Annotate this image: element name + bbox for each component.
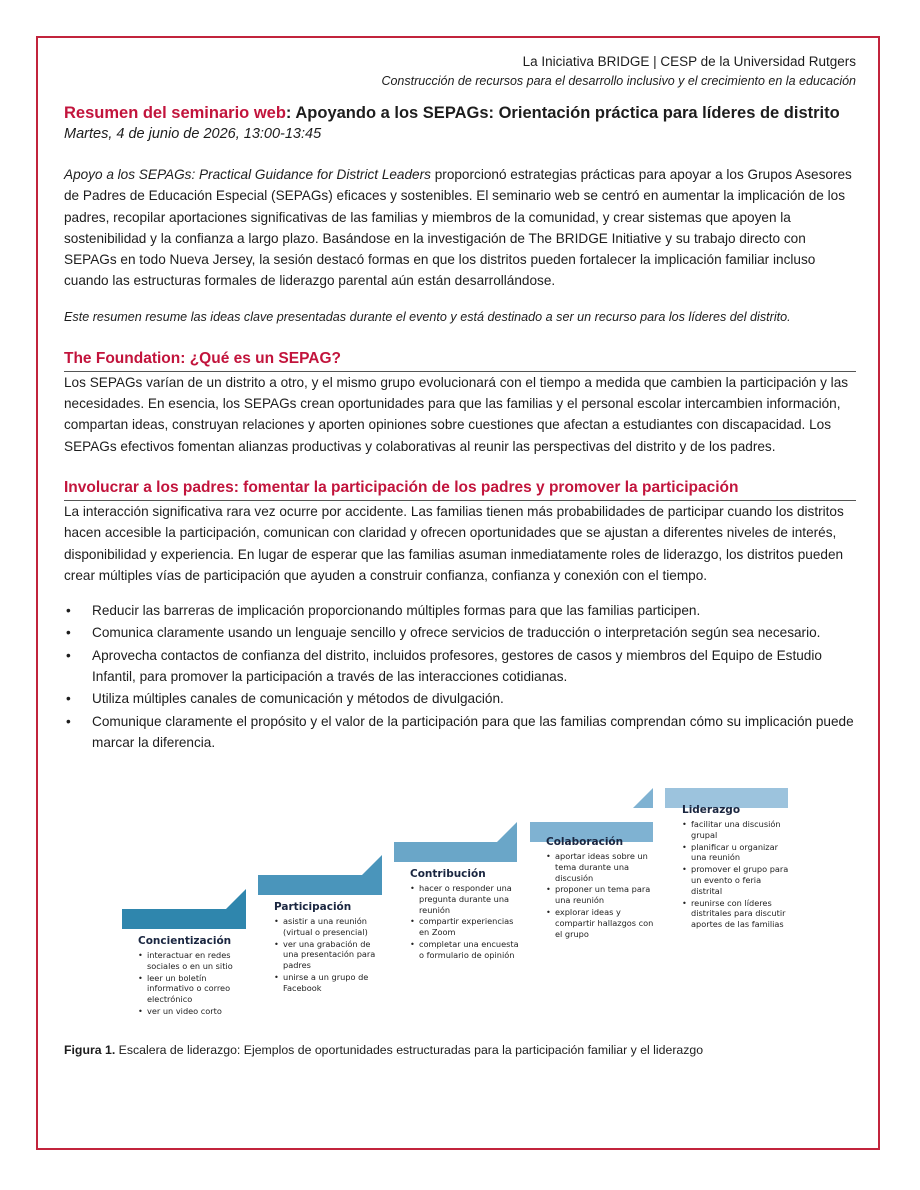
step-title: Concientización [138, 935, 232, 947]
bullet-icon: • [546, 884, 551, 895]
list-item [138, 973, 248, 1005]
list-item [546, 884, 656, 906]
list-item-text: Aprovecha contactos de confianza del distrito, incluidos profesores, gestores de casos y miembros del Equipo de Estudio Infantil, para promover la participación a través de las interacciones cotidianas. [92, 647, 822, 685]
list-item [682, 842, 792, 864]
list-item-text: Comunica claramente usando un lenguaje sencillo y ofrece servicios de traducción o interpretación según sea necesario. [92, 625, 821, 641]
page-header [64, 52, 856, 90]
bullet-icon: • [410, 883, 415, 893]
bullet-list [64, 600, 856, 753]
bullet-icon: • [138, 972, 143, 983]
list-item-text: leer un boletín informativo o correo electrónico [147, 972, 231, 1005]
step-items [546, 851, 656, 939]
list-item [64, 600, 856, 621]
list-item [64, 622, 856, 643]
step-title: Participación [274, 901, 352, 913]
section-heading-foundation: The Foundation: ¿Qué es un SEPAG? [64, 348, 856, 372]
list-item-text: reunirse con líderes distritales para discutir aportes de las familias [691, 897, 786, 930]
list-item [682, 819, 792, 841]
list-item [274, 939, 384, 971]
list-item-text: proponer un tema para una reunión [555, 884, 651, 906]
list-item-text: interactuar en redes sociales o en un sitio [147, 950, 233, 971]
list-item [682, 864, 792, 896]
list-item [138, 1006, 248, 1017]
list-item-text: completar una encuesta o formulario de opinión [419, 938, 519, 960]
step-items [138, 950, 248, 1017]
document-title [64, 102, 856, 124]
list-item [138, 950, 248, 972]
bullet-icon: • [682, 841, 687, 852]
step-items [410, 883, 520, 961]
bullet-icon: • [410, 938, 415, 949]
step-items [274, 916, 384, 994]
intro-text: proporcionó estrategias prácticas para apoyar a los Grupos Asesores de Padres de Educación Especial (SEPAGs) eficaces y sostenibles. El seminario web se centró en aumentar la implicación de los padres, recopilar aportaciones significativas de las familias y miembros de la comunidad, y crear sistemas que apoyen la sostenibilidad y la confianza a largo plazo. Basándose en la investigación de The BRIDGE Initiative y su trabajo directo con SEPAGs en todo Nueva Jersey, la sesión destacó formas en que los distritos pueden fortalecer la implicación familiar incluso cuando las estructuras formales de liderazgo parental aún están desarrollándose. [64, 167, 852, 289]
step-liderazgo [682, 804, 792, 931]
bullet-icon: • [682, 819, 687, 829]
caption-label: Figura 1. [64, 1043, 116, 1057]
list-item-text: promover el grupo para un evento o feria distrital [691, 864, 789, 896]
bullet-icon: • [274, 916, 279, 926]
list-item-text: Utiliza múltiples canales de comunicación y métodos de divulgación. [92, 691, 504, 707]
list-item-text: unirse a un grupo de Facebook [283, 971, 369, 993]
step-title: Liderazgo [682, 804, 741, 816]
bullet-icon: • [66, 603, 71, 619]
section-heading-engagement: Involucrar a los padres: fomentar la participación de los padres y promover la participación [64, 477, 856, 501]
org-name: La Iniciativa BRIDGE | CESP de la Universidad Rutgers [522, 54, 856, 69]
list-item-text: hacer o responder una pregunta durante una reunión [419, 883, 512, 915]
step-title: Contribución [410, 868, 486, 880]
bullet-icon: • [546, 906, 551, 917]
bullet-icon: • [66, 647, 71, 663]
bullet-icon: • [682, 897, 687, 908]
title-red: Resumen del seminario web [64, 104, 286, 122]
document-body [64, 52, 856, 754]
list-item-text: asistir a una reunión (virtual o presencial) [283, 916, 368, 937]
summary-note: Este resumen resume las ideas clave presentadas durante el evento y está destinado a ser un recurso para los líderes del distrito. [64, 309, 791, 324]
figure-caption [64, 1043, 703, 1057]
list-item [64, 645, 856, 688]
bullet-icon: • [546, 851, 551, 861]
list-item-text: facilitar una discusión grupal [691, 819, 781, 840]
step-participacion [274, 901, 384, 995]
list-item [682, 898, 792, 930]
bullet-icon: • [138, 950, 143, 960]
list-item [546, 851, 656, 883]
bullet-icon: • [410, 916, 415, 927]
list-item [274, 972, 384, 994]
list-item-text: compartir experiencias en Zoom [419, 916, 514, 938]
bullet-icon: • [66, 713, 71, 729]
list-item-text: aportar ideas sobre un tema durante una discusión [555, 851, 648, 883]
section-body-engagement: La interacción significativa rara vez ocurre por accidente. Las familias tienen más probabilidades de participar cuando los distritos hacen accesible la participación, comunican con claridad y ofrecen oportunidades que se ajustan a diferentes niveles de interés, disponibilidad y experiencia. En lugar de esperar que las familias asuman inmediatamente roles de liderazgo, los distritos pueden crear múltiples vías de participación que ayuden a construir confianza, confianza y conexión con el tiempo. [64, 503, 844, 583]
list-item [546, 907, 656, 939]
bullet-icon: • [138, 1005, 143, 1016]
list-item-text: ver una grabación de una presentación para padres [283, 938, 376, 971]
step-contribucion-shape [394, 822, 517, 862]
bullet-icon: • [682, 864, 687, 875]
step-participacion-shape [258, 855, 382, 895]
leadership-staircase-figure [122, 787, 792, 1037]
list-item-text: ver un video corto [147, 1005, 222, 1016]
step-title: Colaboración [546, 836, 624, 848]
step-colaboracion [546, 836, 656, 940]
step-concientizacion [138, 935, 248, 1018]
list-item [410, 939, 520, 961]
list-item-text: Reducir las barreras de implicación proporcionando múltiples formas para que las familias participen. [92, 603, 701, 619]
list-item [410, 916, 520, 938]
bullet-icon: • [66, 691, 71, 707]
tagline: Construcción de recursos para el desarrollo inclusivo y el crecimiento en la educación [381, 74, 856, 88]
step-concientizacion-shape [122, 889, 246, 929]
list-item [64, 711, 856, 754]
step-colaboracion-shape [530, 788, 653, 842]
bullet-icon: • [274, 938, 279, 949]
list-item [64, 688, 856, 709]
intro-paragraph [64, 164, 856, 292]
intro-italic: Apoyo a los SEPAGs: Practical Guidance for District Leaders [64, 167, 431, 182]
list-item-text: Comunique claramente el propósito y el valor de la participación para que las familias comprendan cómo su implicación puede marcar la diferencia. [92, 713, 854, 750]
caption-text: Escalera de liderazgo: Ejemplos de oportunidades estructuradas para la participación familiar y el liderazgo [115, 1043, 704, 1057]
list-item [274, 916, 384, 938]
event-date: Martes, 4 de junio de 2026, 13:00-13:45 [64, 126, 322, 142]
bullet-icon: • [274, 971, 279, 982]
title-rest: : Apoyando a los SEPAGs: Orientación práctica para líderes de distrito [285, 104, 840, 122]
list-item-text: explorar ideas y compartir hallazgos con el grupo [555, 906, 654, 939]
list-item [410, 883, 520, 915]
step-items [682, 819, 792, 930]
step-contribucion [410, 868, 520, 962]
section-body-foundation: Los SEPAGs varían de un distrito a otro, y el mismo grupo evolucionará con el tiempo a medida que cambien la participación y las necesidades. En esencia, los SEPAGs crean oportunidades para que las familias y el personal escolar intercambien información, compartan ideas, construyan relaciones y aporten opiniones sobre cuestiones que afectan a estudiantes con discapacidad. Los SEPAGs efectivos fomentan alianzas productivas y colaborativas al reunir las perspectivas del distrito y de los padres. [64, 374, 849, 454]
list-item-text: planificar u organizar una reunión [691, 841, 778, 863]
bullet-icon: • [66, 625, 71, 641]
